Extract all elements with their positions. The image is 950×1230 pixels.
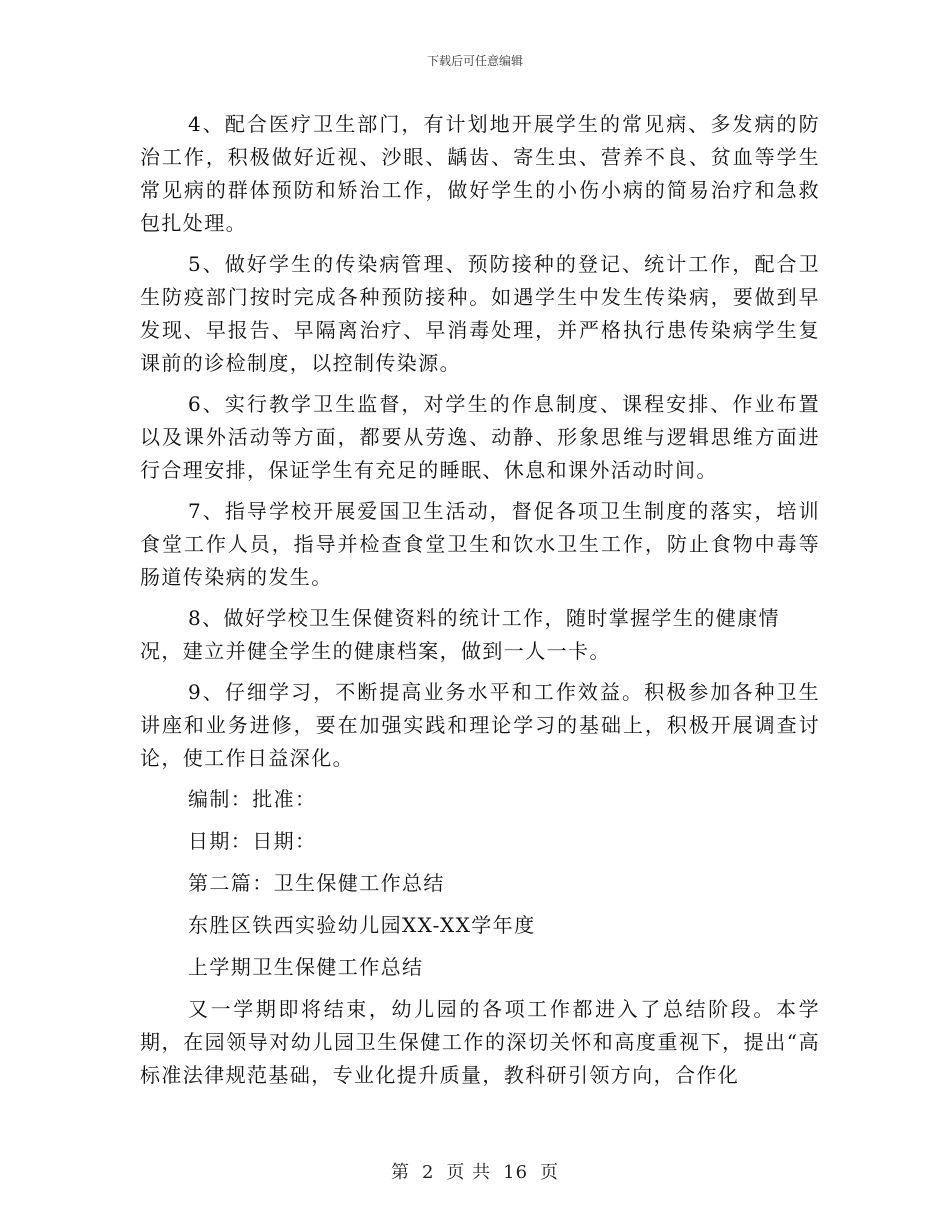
footer-suffix: 页 xyxy=(540,1162,560,1183)
total-page-count: 16 xyxy=(503,1162,529,1183)
signature-line: 编制：批准： xyxy=(188,787,317,811)
footer-middle: 页 共 xyxy=(446,1162,492,1183)
section-heading: 第二篇：卫生保健工作总结 xyxy=(188,871,445,895)
paragraph-item-9: 9、仔细学习，不断提高业务水平和工作效益。积极参加各种卫生讲座和业务进修，要在加强实践和理论学习的基础上，积极开展调查讨论，使工作日益深化。 xyxy=(140,680,820,770)
page-header: 下载后可任意编辑 xyxy=(426,54,523,68)
paragraph-item-5: 5、做好学生的传染病管理、预防接种的登记、统计工作，配合卫生防疫部门按时完成各种预防接种。如遇学生中发生传染病，要做到早发现、早报告、早隔离治疗、早消毒处理，并严格执行患传染病学生复课前的诊检制度，以控制传染源。 xyxy=(140,252,820,375)
paragraph-item-7: 7、指导学校开展爱国卫生活动，督促各项卫生制度的落实，培训食堂工作人员，指导并检查食堂卫生和饮水卫生工作，防止食物中毒等肠道传染病的发生。 xyxy=(140,499,820,589)
organization-line: 东胜区铁西实验幼儿园XX-XX学年度 xyxy=(188,913,536,937)
summary-paragraph: 又一学期即将结束，幼儿园的各项工作都进入了总结阶段。本学期，在园领导对幼儿园卫生保健工作的深切关怀和高度重视下，提出“高标准法律规范基础，专业化提升质量，教科研引领方向，合作化 xyxy=(140,997,820,1087)
footer-prefix: 第 xyxy=(390,1162,410,1183)
document-body xyxy=(140,108,820,1100)
current-page-number: 2 xyxy=(421,1162,435,1183)
paragraph-item-4: 4、配合医疗卫生部门，有计划地开展学生的常见病、多发病的防治工作，积极做好近视、沙眼、龋齿、寄生虫、营养不良、贫血等学生常见病的群体预防和矫治工作，做好学生的小伤小病的简易治疗和急救包扎处理。 xyxy=(140,112,820,235)
paragraph-item-8: 8、做好学校卫生保健资料的统计工作，随时掌握学生的健康情况，建立并健全学生的健康档案，做到一人一卡。 xyxy=(140,606,780,663)
paragraph-item-6: 6、实行教学卫生监督，对学生的作息制度、课程安排、作业布置以及课外活动等方面，都要从劳逸、动静、形象思维与逻辑思维方面进行合理安排，保证学生有充足的睡眠、休息和课外活动时间。 xyxy=(140,392,820,482)
page-footer xyxy=(0,1158,950,1184)
report-title: 上学期卫生保健工作总结 xyxy=(188,955,424,979)
date-line: 日期：日期： xyxy=(188,829,317,853)
